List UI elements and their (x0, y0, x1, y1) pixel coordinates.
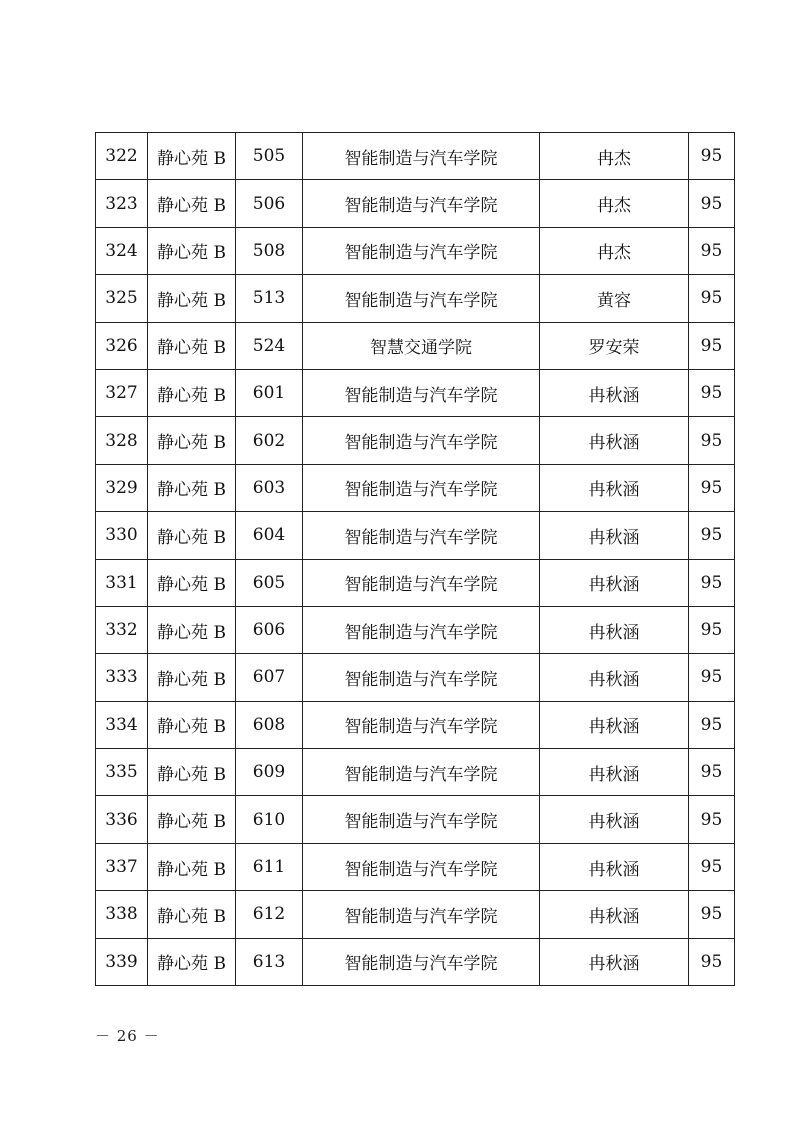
cell-serial-number: 325 (96, 275, 148, 322)
cell-name: 冉秋涵 (540, 938, 689, 985)
cell-score: 95 (689, 559, 735, 606)
cell-name: 冉秋涵 (540, 891, 689, 938)
cell-score: 95 (689, 843, 735, 890)
cell-room: 524 (236, 322, 303, 369)
cell-room: 606 (236, 606, 303, 653)
cell-serial-number: 337 (96, 843, 148, 890)
cell-room: 508 (236, 227, 303, 274)
cell-name: 冉杰 (540, 227, 689, 274)
cell-name: 冉秋涵 (540, 417, 689, 464)
cell-college: 智能制造与汽车学院 (303, 133, 540, 180)
table-body (96, 133, 735, 986)
cell-serial-number: 329 (96, 464, 148, 511)
cell-name: 冉杰 (540, 133, 689, 180)
cell-room: 505 (236, 133, 303, 180)
cell-room: 612 (236, 891, 303, 938)
cell-score: 95 (689, 606, 735, 653)
cell-serial-number: 330 (96, 512, 148, 559)
cell-name: 冉秋涵 (540, 654, 689, 701)
cell-score: 95 (689, 322, 735, 369)
cell-serial-number: 333 (96, 654, 148, 701)
cell-college: 智能制造与汽车学院 (303, 938, 540, 985)
cell-score: 95 (689, 701, 735, 748)
cell-serial-number: 323 (96, 180, 148, 227)
cell-score: 95 (689, 512, 735, 559)
cell-serial-number: 327 (96, 369, 148, 416)
cell-building: 静心苑 B (148, 275, 236, 322)
cell-score: 95 (689, 227, 735, 274)
cell-room: 610 (236, 796, 303, 843)
cell-room: 601 (236, 369, 303, 416)
cell-room: 613 (236, 938, 303, 985)
cell-serial-number: 324 (96, 227, 148, 274)
cell-name: 冉秋涵 (540, 701, 689, 748)
cell-building: 静心苑 B (148, 227, 236, 274)
cell-room: 602 (236, 417, 303, 464)
cell-college: 智能制造与汽车学院 (303, 227, 540, 274)
table-row (96, 654, 735, 701)
cell-college: 智能制造与汽车学院 (303, 464, 540, 511)
cell-college: 智能制造与汽车学院 (303, 796, 540, 843)
cell-building: 静心苑 B (148, 512, 236, 559)
cell-score: 95 (689, 369, 735, 416)
cell-building: 静心苑 B (148, 180, 236, 227)
table-row (96, 891, 735, 938)
table-row (96, 180, 735, 227)
cell-serial-number: 328 (96, 417, 148, 464)
cell-score: 95 (689, 133, 735, 180)
cell-college: 智能制造与汽车学院 (303, 701, 540, 748)
cell-name: 冉秋涵 (540, 796, 689, 843)
cell-room: 605 (236, 559, 303, 606)
cell-serial-number: 338 (96, 891, 148, 938)
cell-name: 冉杰 (540, 180, 689, 227)
cell-college: 智能制造与汽车学院 (303, 843, 540, 890)
table-row (96, 464, 735, 511)
cell-room: 506 (236, 180, 303, 227)
table-row (96, 275, 735, 322)
cell-serial-number: 334 (96, 701, 148, 748)
cell-room: 609 (236, 749, 303, 796)
cell-serial-number: 322 (96, 133, 148, 180)
cell-building: 静心苑 B (148, 417, 236, 464)
cell-building: 静心苑 B (148, 464, 236, 511)
cell-room: 607 (236, 654, 303, 701)
cell-serial-number: 335 (96, 749, 148, 796)
cell-college: 智能制造与汽车学院 (303, 749, 540, 796)
cell-score: 95 (689, 796, 735, 843)
cell-building: 静心苑 B (148, 701, 236, 748)
table-row (96, 606, 735, 653)
cell-score: 95 (689, 891, 735, 938)
page-number: － 26 － (95, 1027, 160, 1045)
cell-college: 智能制造与汽车学院 (303, 512, 540, 559)
cell-building: 静心苑 B (148, 796, 236, 843)
dormitory-score-table (95, 132, 735, 986)
cell-serial-number: 339 (96, 938, 148, 985)
cell-college: 智能制造与汽车学院 (303, 369, 540, 416)
dormitory-score-table-container (95, 132, 734, 986)
cell-college: 智能制造与汽车学院 (303, 559, 540, 606)
cell-room: 604 (236, 512, 303, 559)
cell-name: 冉秋涵 (540, 369, 689, 416)
cell-name: 黄容 (540, 275, 689, 322)
cell-serial-number: 326 (96, 322, 148, 369)
cell-score: 95 (689, 749, 735, 796)
cell-score: 95 (689, 275, 735, 322)
cell-college: 智能制造与汽车学院 (303, 606, 540, 653)
table-row (96, 417, 735, 464)
cell-name: 冉秋涵 (540, 512, 689, 559)
cell-building: 静心苑 B (148, 749, 236, 796)
cell-room: 513 (236, 275, 303, 322)
cell-score: 95 (689, 417, 735, 464)
cell-room: 603 (236, 464, 303, 511)
cell-name: 冉秋涵 (540, 606, 689, 653)
cell-name: 冉秋涵 (540, 843, 689, 890)
table-row (96, 227, 735, 274)
cell-building: 静心苑 B (148, 843, 236, 890)
cell-score: 95 (689, 180, 735, 227)
cell-building: 静心苑 B (148, 938, 236, 985)
cell-building: 静心苑 B (148, 654, 236, 701)
table-row (96, 701, 735, 748)
cell-name: 冉秋涵 (540, 749, 689, 796)
cell-building: 静心苑 B (148, 133, 236, 180)
table-row (96, 322, 735, 369)
cell-building: 静心苑 B (148, 559, 236, 606)
cell-serial-number: 332 (96, 606, 148, 653)
table-row (96, 559, 735, 606)
cell-name: 冉秋涵 (540, 559, 689, 606)
table-row (96, 512, 735, 559)
cell-score: 95 (689, 464, 735, 511)
cell-serial-number: 336 (96, 796, 148, 843)
cell-building: 静心苑 B (148, 606, 236, 653)
table-row (96, 749, 735, 796)
cell-serial-number: 331 (96, 559, 148, 606)
table-row (96, 843, 735, 890)
cell-college: 智能制造与汽车学院 (303, 417, 540, 464)
cell-score: 95 (689, 938, 735, 985)
cell-name: 罗安荣 (540, 322, 689, 369)
table-row (96, 796, 735, 843)
cell-college: 智慧交通学院 (303, 322, 540, 369)
cell-college: 智能制造与汽车学院 (303, 891, 540, 938)
cell-room: 608 (236, 701, 303, 748)
cell-name: 冉秋涵 (540, 464, 689, 511)
table-row (96, 369, 735, 416)
cell-score: 95 (689, 654, 735, 701)
table-row (96, 938, 735, 985)
cell-building: 静心苑 B (148, 322, 236, 369)
table-row (96, 133, 735, 180)
cell-building: 静心苑 B (148, 891, 236, 938)
cell-college: 智能制造与汽车学院 (303, 654, 540, 701)
cell-college: 智能制造与汽车学院 (303, 275, 540, 322)
cell-room: 611 (236, 843, 303, 890)
cell-building: 静心苑 B (148, 369, 236, 416)
cell-college: 智能制造与汽车学院 (303, 180, 540, 227)
